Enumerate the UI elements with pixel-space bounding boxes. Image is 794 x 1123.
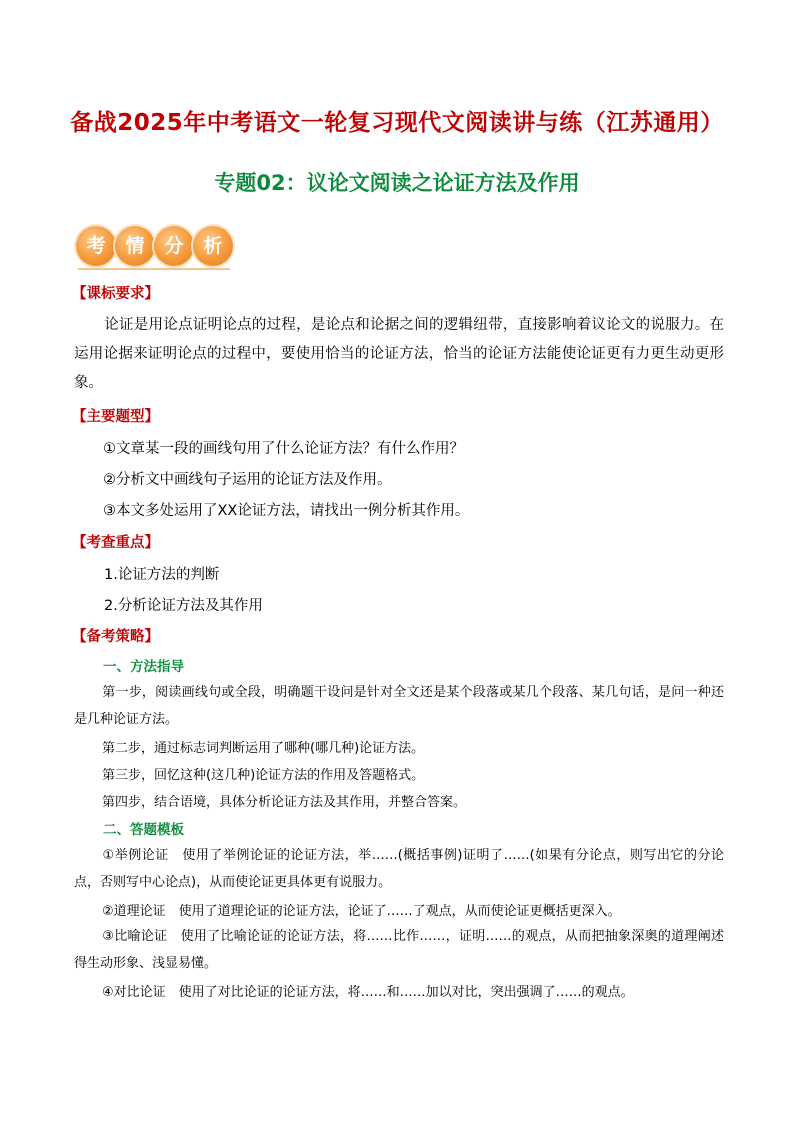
template-line: ④对比论证 使用了对比论证的论证方法，将……和……加以对比，突出强调了……的观点。 [102, 985, 634, 1000]
topic-subtitle: 专题02：议论文阅读之论证方法及作用 [214, 171, 580, 195]
heading-curriculum: 【课标要求】 [72, 286, 159, 302]
step-line: 第三步，回忆这种(这几种)论证方法的作用及答题格式。 [102, 768, 425, 783]
step-paragraph [74, 679, 724, 733]
heading-question-types: 【主要题型】 [72, 409, 159, 425]
key-point-item: 2.分析论证方法及其作用 [104, 598, 263, 614]
template-paragraph [74, 842, 724, 896]
document-title: 备战2025年中考语文一轮复习现代文阅读讲与练（江苏通用） [70, 110, 724, 136]
template-text: ③比喻论证 使用了比喻论证的论证方法，将……比作……，证明……的观点，从而把抽象深奥的道理阐述得生动形象、浅显易懂。 [74, 929, 724, 971]
template-text: ①举例论证 使用了举例论证的论证方法，举……(概括事例)证明了……(如果有分论点，则写出它的分论点，否则写中心论点)，从而使论证更具体更有说服力。 [74, 848, 724, 890]
curriculum-text: 论证是用论点证明论点的过程，是论点和论据之间的逻辑纽带，直接影响着议论文的说服力。在运用论据来证明论点的过程中，要使用恰当的论证方法，恰当的论证方法能使论证更有力更生动更形象。 [74, 317, 724, 391]
question-type-item: ②分析文中画线句子运用的论证方法及作用。 [103, 472, 392, 488]
template-paragraph [74, 923, 724, 977]
badge-char: 析 [193, 226, 233, 266]
key-point-item: 1.论证方法的判断 [104, 567, 220, 583]
step-line: 第二步，通过标志词判断运用了哪种(哪几种)论证方法。 [102, 741, 425, 756]
step-text: 第一步，阅读画线句或全段，明确题干设问是针对全文还是某个段落或某几个段落、某几句话，是问一种还是几种论证方法。 [74, 685, 724, 727]
badge-underline [78, 268, 230, 270]
badge-char: 分 [154, 226, 194, 266]
question-type-item: ③本文多处运用了XX论证方法，请找出一例分析其作用。 [103, 503, 470, 519]
badge-char: 情 [115, 226, 155, 266]
step-line: 第四步，结合语境，具体分析论证方法及其作用，并整合答案。 [102, 795, 467, 810]
heading-key-points: 【考查重点】 [72, 535, 159, 551]
subheading-method: 一、方法指导 [103, 659, 184, 675]
section-badge [74, 224, 234, 270]
question-type-item: ①文章某一段的画线句用了什么论证方法？有什么作用？ [103, 441, 464, 457]
curriculum-paragraph [74, 311, 724, 398]
template-line: ②道理论证 使用了道理论证的论证方法，论证了……了观点，从而使论证更概括更深入。 [102, 904, 621, 919]
badge-char: 考 [76, 226, 116, 266]
heading-strategy: 【备考策略】 [72, 629, 159, 645]
subheading-template: 二、答题模板 [103, 822, 184, 838]
